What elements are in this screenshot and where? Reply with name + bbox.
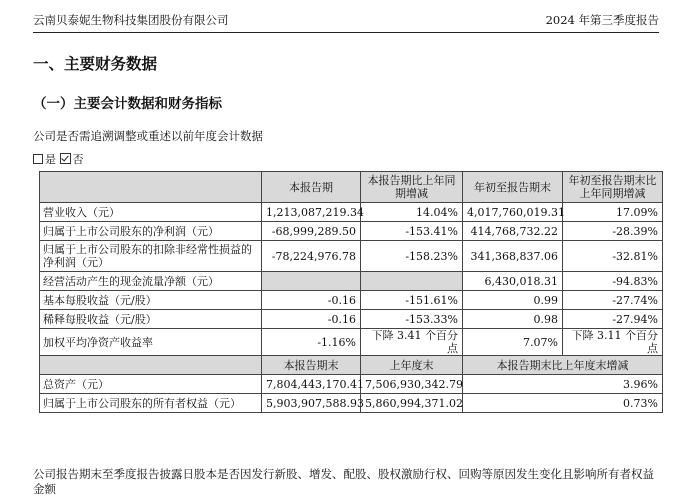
table-row bbox=[40, 329, 663, 356]
table-row bbox=[40, 272, 663, 291]
cell: 7.07% bbox=[463, 329, 563, 356]
cell: 5,860,994,371.02 bbox=[361, 394, 463, 413]
cell: -158.23% bbox=[361, 241, 463, 272]
row-label: 基本每股收益（元/股） bbox=[40, 291, 262, 310]
cell: 6,430,018.31 bbox=[463, 272, 563, 291]
row-label: 总资产（元） bbox=[40, 375, 262, 394]
cell: 0.99 bbox=[463, 291, 563, 310]
table-header-row bbox=[40, 172, 663, 203]
table-row bbox=[40, 222, 663, 241]
row-label: 归属于上市公司股东的扣除非经常性损益的净利润（元） bbox=[40, 241, 262, 272]
company-name: 云南贝泰妮生物科技集团股份有限公司 bbox=[33, 13, 229, 27]
table-row bbox=[40, 375, 663, 394]
cell: 1,213,087,219.34 bbox=[262, 203, 361, 222]
cell: -78,224,976.78 bbox=[262, 241, 361, 272]
subsection-title: （一）主要会计数据和财务指标 bbox=[33, 96, 222, 112]
cell: -68,999,289.50 bbox=[262, 222, 361, 241]
header-cell: 本报告期末 bbox=[262, 356, 361, 375]
header-cell: 年初至报告期末 bbox=[463, 172, 563, 203]
cell: -27.94% bbox=[563, 310, 663, 329]
cell: 5,903,907,588.93 bbox=[262, 394, 361, 413]
report-title: 2024 年第三季度报告 bbox=[545, 13, 659, 27]
cell: 341,368,837.06 bbox=[463, 241, 563, 272]
header-cell bbox=[40, 356, 262, 375]
cell: -153.33% bbox=[361, 310, 463, 329]
row-label: 加权平均净资产收益率 bbox=[40, 329, 262, 356]
cell: -1.16% bbox=[262, 329, 361, 356]
row-label: 稀释每股收益（元/股） bbox=[40, 310, 262, 329]
cell: 7,506,930,342.79 bbox=[361, 375, 463, 394]
restate-question: 公司是否需追溯调整或重述以前年度会计数据 bbox=[33, 129, 263, 143]
yes-checkbox[interactable] bbox=[33, 154, 43, 164]
section-title: 一、主要财务数据 bbox=[33, 55, 158, 73]
page-header bbox=[33, 10, 659, 33]
cell: 下降 3.41 个百分点 bbox=[361, 329, 463, 356]
cell: -0.16 bbox=[262, 291, 361, 310]
footer-paragraph: 公司报告期末至季度报告披露日股本是否因发行新股、增发、配股、股权激励行权、回购等原因发生变化且影响所有者权益金额 bbox=[33, 467, 654, 496]
cell: 4,017,760,019.31 bbox=[463, 203, 563, 222]
header-cell: 本报告期比上年同期增减 bbox=[361, 172, 463, 203]
cell: -0.16 bbox=[262, 310, 361, 329]
cell: -94.83% bbox=[563, 272, 663, 291]
financial-table bbox=[39, 171, 663, 413]
table-row bbox=[40, 394, 663, 413]
table-row bbox=[40, 291, 663, 310]
restate-options bbox=[33, 151, 84, 167]
cell: 14.04% bbox=[361, 203, 463, 222]
table-row bbox=[40, 203, 663, 222]
header-cell: 本报告期末比上年度末增减 bbox=[463, 356, 663, 375]
yes-label: 是 bbox=[45, 153, 56, 166]
row-label: 营业收入（元） bbox=[40, 203, 262, 222]
header-cell: 本报告期 bbox=[262, 172, 361, 203]
row-label: 归属于上市公司股东的净利润（元） bbox=[40, 222, 262, 241]
cell: 7,804,443,170.41 bbox=[262, 375, 361, 394]
cell: -32.81% bbox=[563, 241, 663, 272]
table-header-row-2 bbox=[40, 356, 663, 375]
row-label: 经营活动产生的现金流量净额（元） bbox=[40, 272, 262, 291]
row-label: 归属于上市公司股东的所有者权益（元） bbox=[40, 394, 262, 413]
empty-cell bbox=[262, 272, 361, 291]
cell: 3.96% bbox=[463, 375, 663, 394]
cell: 0.73% bbox=[463, 394, 663, 413]
table-row bbox=[40, 241, 663, 272]
cell: 414,768,732.22 bbox=[463, 222, 563, 241]
table-row bbox=[40, 310, 663, 329]
empty-cell bbox=[361, 272, 463, 291]
cell: -153.41% bbox=[361, 222, 463, 241]
header-cell: 年初至报告期末比上年同期增减 bbox=[563, 172, 663, 203]
header-cell bbox=[40, 172, 262, 203]
header-cell: 上年度末 bbox=[361, 356, 463, 375]
cell: -27.74% bbox=[563, 291, 663, 310]
no-label: 否 bbox=[72, 153, 84, 166]
cell: -28.39% bbox=[563, 222, 663, 241]
cell: 下降 3.11 个百分点 bbox=[563, 329, 663, 356]
cell: 17.09% bbox=[563, 203, 663, 222]
cell: -151.61% bbox=[361, 291, 463, 310]
cell: 0.98 bbox=[463, 310, 563, 329]
no-checkbox-checked[interactable] bbox=[60, 153, 71, 164]
